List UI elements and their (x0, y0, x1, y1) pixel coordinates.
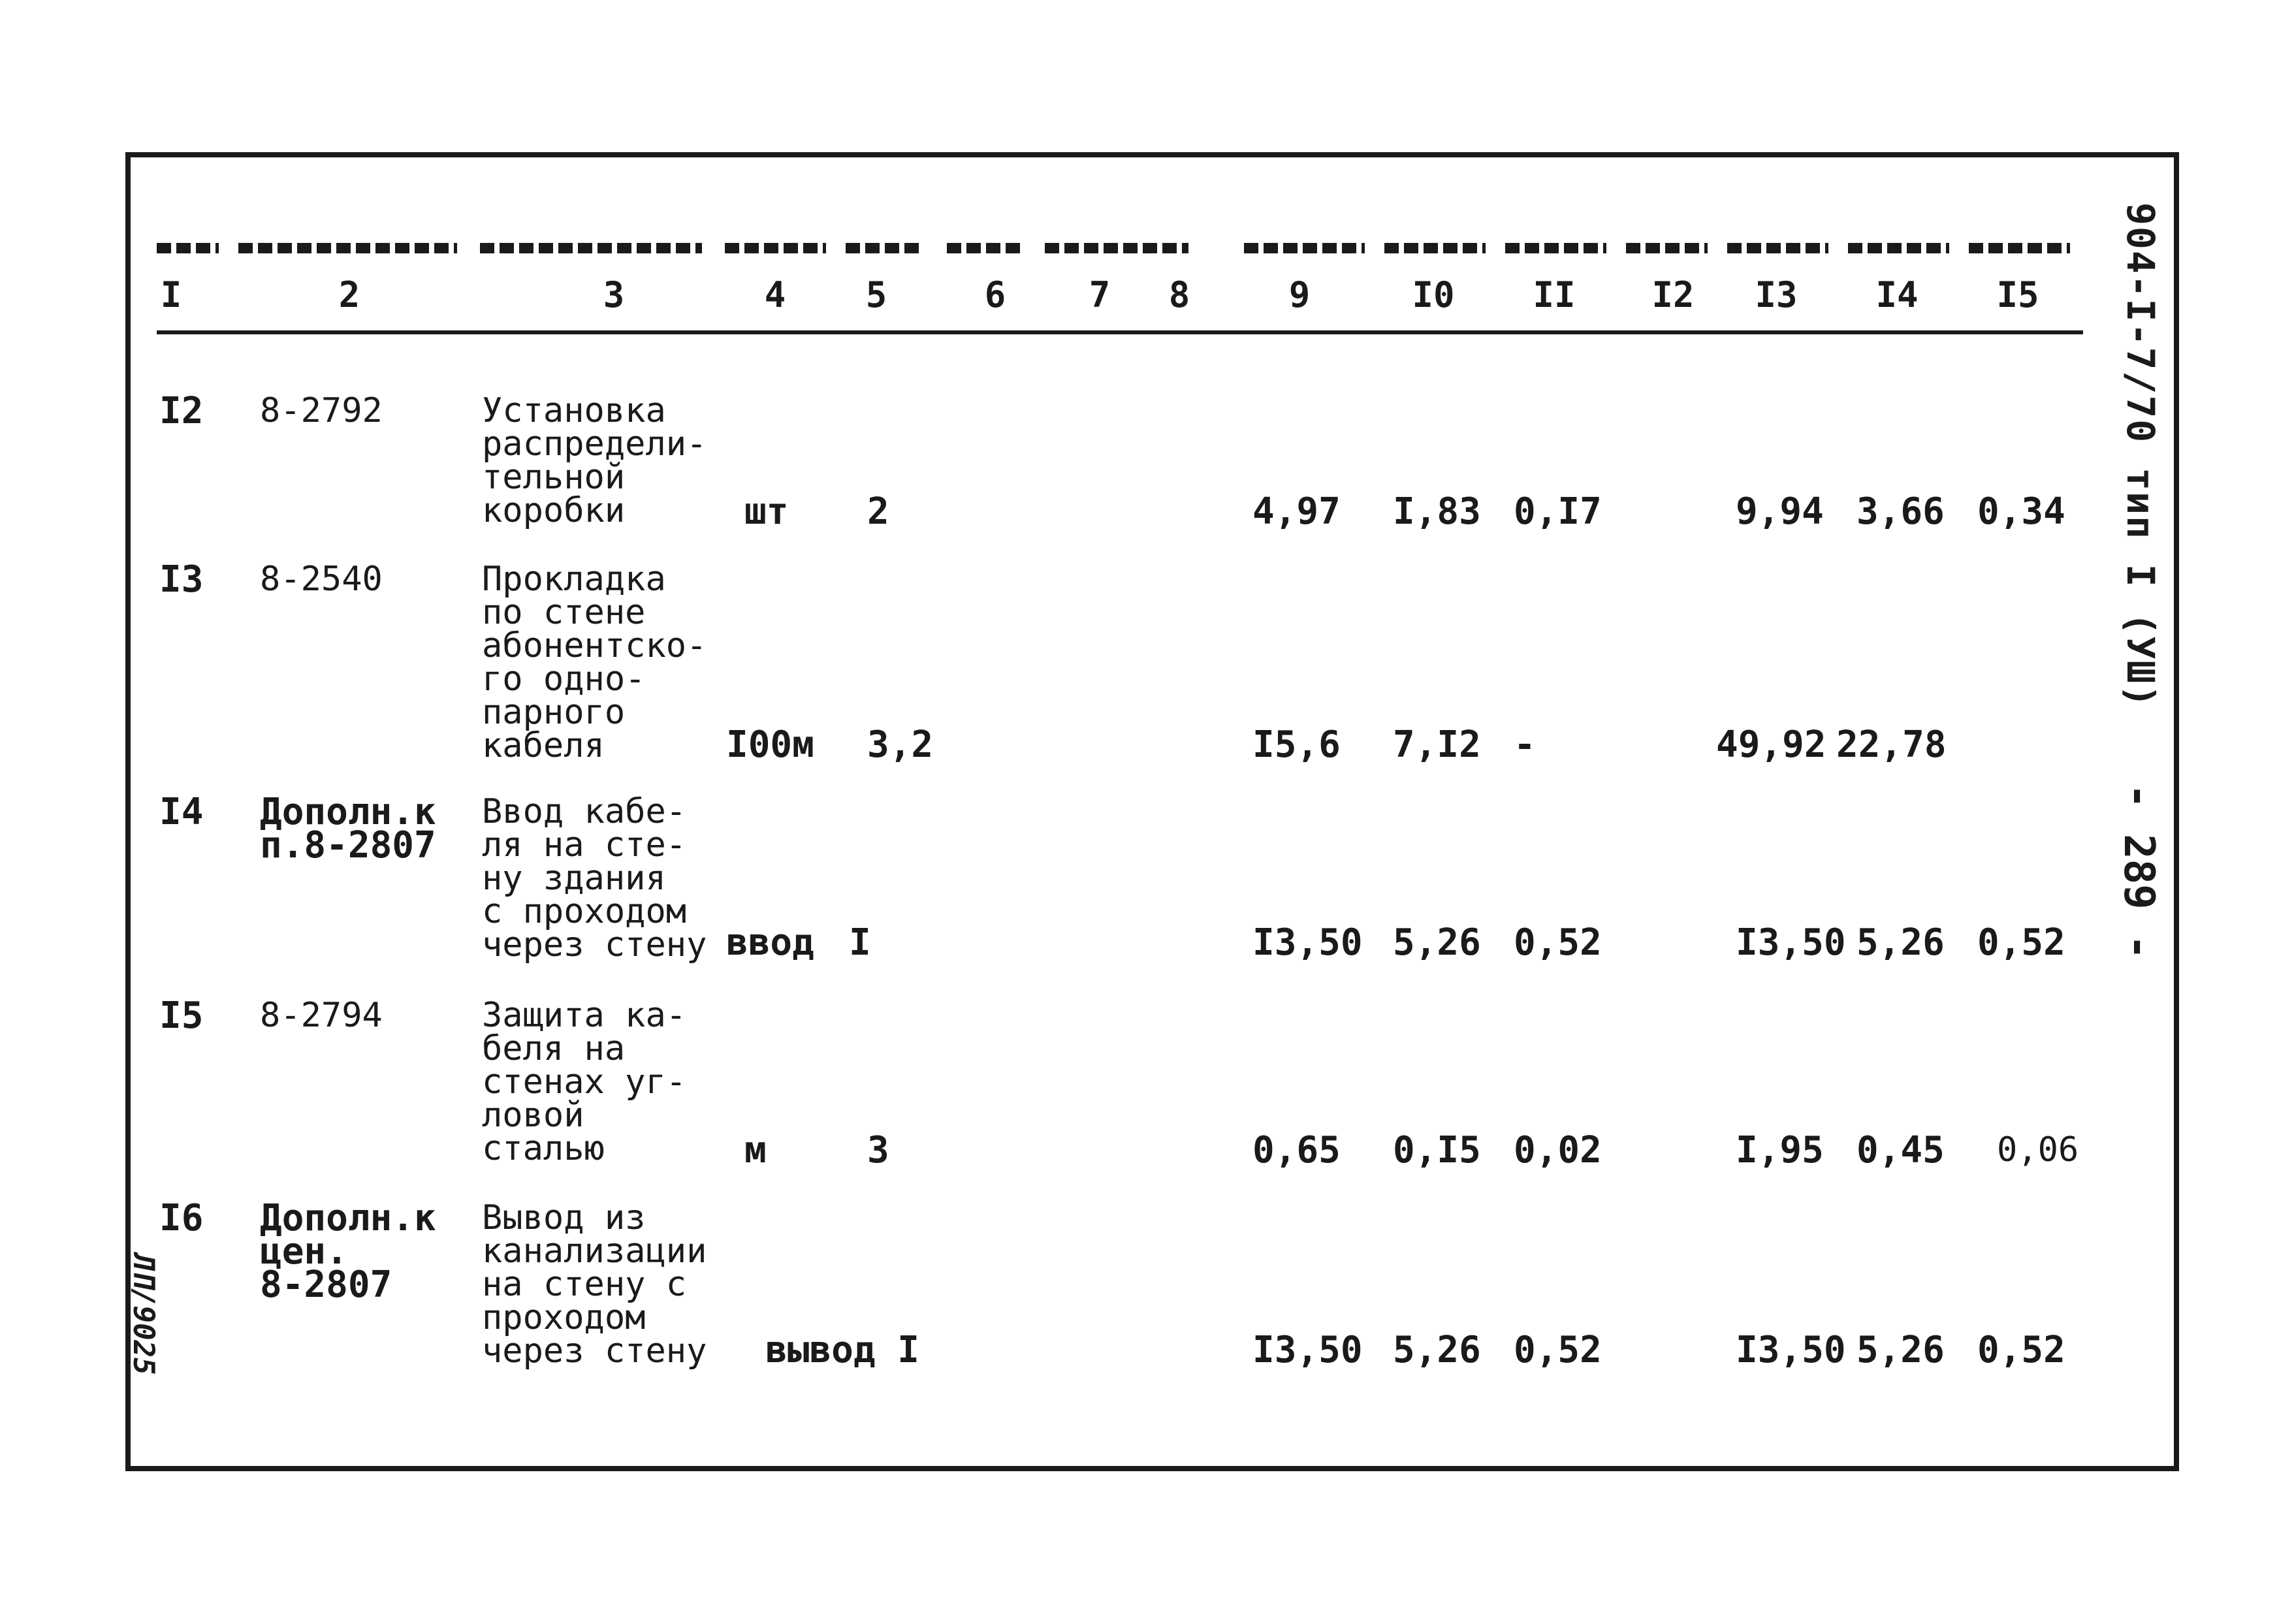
row-number: I5 (159, 995, 204, 1037)
row-col14: 0,45 (1856, 1129, 1945, 1171)
column-number: 4 (764, 274, 786, 315)
column-number: I0 (1412, 274, 1455, 315)
row-col15: 0,52 (1977, 1329, 2065, 1371)
row-col9: 4,97 (1252, 490, 1341, 533)
row-name: Прокладка по стене абонентско- го одно- парного кабеля (482, 560, 707, 765)
row-col10: 0,I5 (1393, 1129, 1481, 1171)
row-code: 8-2792 (260, 391, 383, 430)
row-col14: 5,26 (1856, 921, 1945, 964)
row-code: Дополн.к п.8-2807 (260, 791, 436, 867)
row-qty: 3,2 (867, 724, 934, 766)
row-code: Дополн.к цен. 8-2807 (260, 1197, 436, 1306)
row-number: I3 (159, 558, 204, 601)
column-number: 3 (603, 274, 625, 315)
row-col13: 49,92 (1716, 724, 1826, 766)
row-col13: I3,50 (1736, 921, 1846, 964)
row-col14: 22,78 (1836, 724, 1947, 766)
column-number: II (1533, 274, 1576, 315)
row-code: 8-2794 (260, 996, 383, 1035)
row-col10: I,83 (1393, 490, 1481, 533)
row-name: Вывод из канализации на стену с проходом через стену (482, 1198, 707, 1371)
column-number: I4 (1875, 274, 1919, 315)
row-number: I6 (159, 1197, 204, 1239)
row-name: Ввод кабе- ля на сте- ну здания с проходом через стену (482, 792, 707, 964)
row-col9: I3,50 (1252, 921, 1363, 964)
row-col13: I3,50 (1736, 1329, 1846, 1371)
column-number: 6 (984, 274, 1006, 315)
row-col11: - (1514, 724, 1536, 766)
header-bottom-rule (157, 330, 2083, 334)
row-col10: 5,26 (1393, 921, 1481, 964)
row-col15: 0,34 (1977, 490, 2065, 533)
row-qty: I (849, 921, 871, 964)
row-col14: 3,66 (1856, 490, 1945, 533)
column-number: 5 (865, 274, 887, 315)
row-col11: 0,52 (1514, 921, 1602, 964)
row-col15: 0,06 (1997, 1130, 2079, 1170)
column-number: I3 (1755, 274, 1798, 315)
row-col11: 0,02 (1514, 1129, 1602, 1171)
row-col15: 0,52 (1977, 921, 2065, 964)
archive-stamp: ЛП/9025 (127, 1254, 160, 1375)
row-unit: м (744, 1129, 767, 1171)
row-col9: I5,6 (1252, 724, 1341, 766)
row-name: Защита ка- беля на стенах уг- ловой сталью (482, 996, 687, 1168)
row-col9: I3,50 (1252, 1329, 1363, 1371)
row-number: I2 (159, 390, 204, 432)
column-number: 7 (1089, 274, 1111, 315)
column-number: 8 (1168, 274, 1190, 315)
document-code-label: 904-I-7/70 тип I (УШ) (2118, 202, 2163, 709)
row-number: I4 (159, 791, 204, 833)
row-col9: 0,65 (1252, 1129, 1341, 1171)
column-number: 2 (338, 274, 360, 315)
column-number: I (160, 274, 182, 315)
row-col13: 9,94 (1736, 490, 1824, 533)
row-qty: 2 (867, 490, 889, 533)
row-col13: I,95 (1736, 1129, 1824, 1171)
row-col14: 5,26 (1856, 1329, 1945, 1371)
row-qty: 3 (867, 1129, 889, 1171)
row-col11: 0,52 (1514, 1329, 1602, 1371)
row-unit: шт (744, 490, 789, 533)
column-number: I2 (1651, 274, 1695, 315)
column-number: 9 (1288, 274, 1311, 315)
page-number: - 289 - (2114, 784, 2163, 960)
row-name: Установка распредели- тельной коробки (482, 391, 707, 530)
row-code: 8-2540 (260, 560, 383, 599)
row-col10: 7,I2 (1393, 724, 1481, 766)
row-unit: ввод (726, 921, 814, 964)
column-number: I5 (1996, 274, 2039, 315)
row-unit: вывод I (765, 1329, 920, 1371)
row-col11: 0,I7 (1514, 490, 1602, 533)
row-unit: I00м (726, 724, 814, 766)
row-col10: 5,26 (1393, 1329, 1481, 1371)
